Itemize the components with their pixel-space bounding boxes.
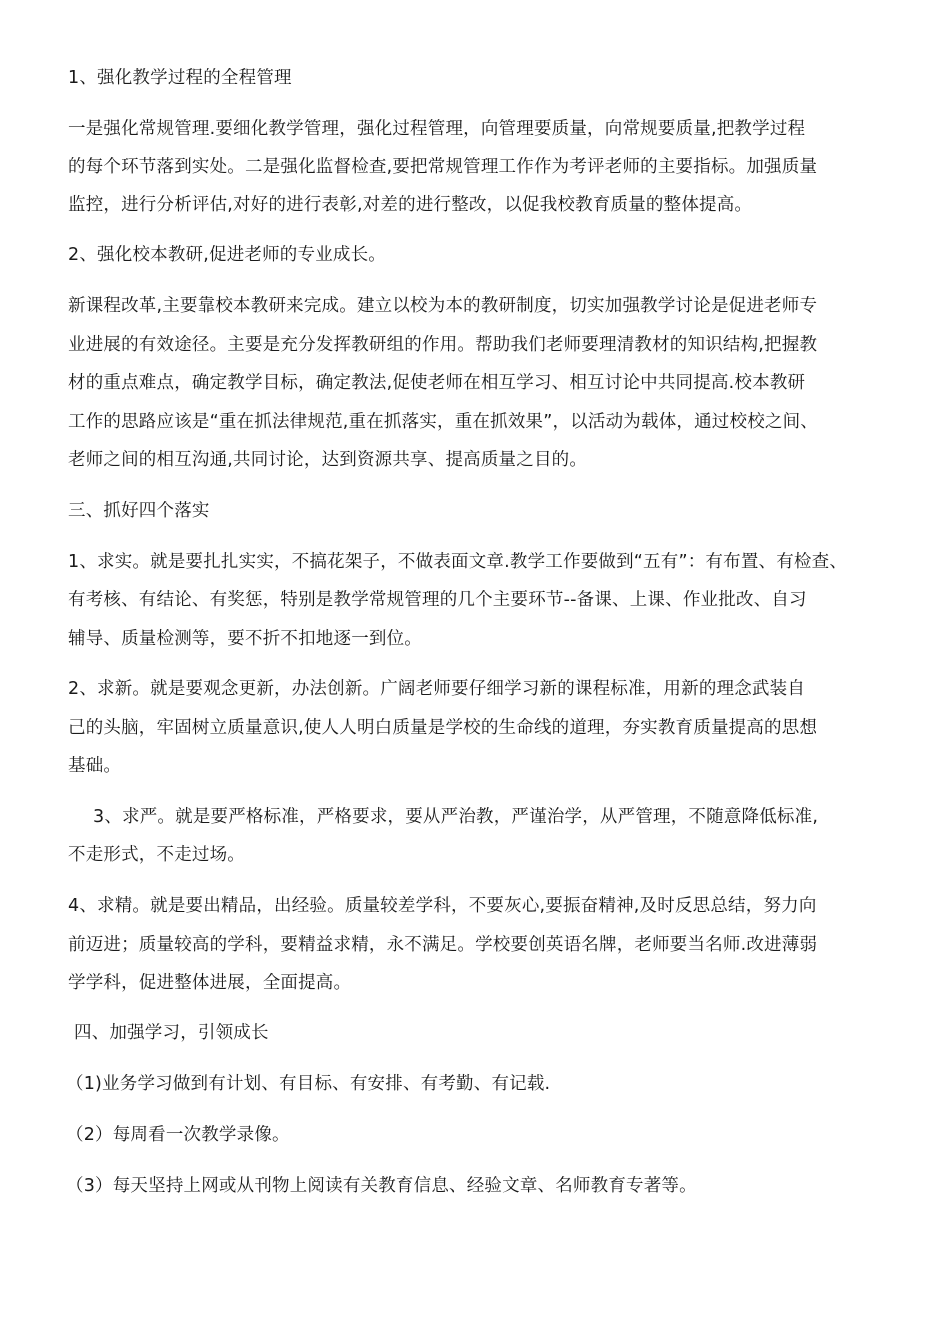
paragraph-line: 老师之间的相互沟通,共同讨论，达到资源共享、提高质量之目的。 bbox=[68, 450, 588, 470]
paragraph-line: 有考核、有结论、有奖惩，特别是教学常规管理的几个主要环节--备课、上课、作业批改、自习 bbox=[68, 590, 807, 610]
heading-2-school-research: 2、强化校本教研,促进老师的专业成长。 bbox=[68, 245, 386, 265]
paragraph-line: 基础。 bbox=[68, 756, 122, 776]
paragraph-line: 辅导、质量检测等，要不折不扣地逐一到位。 bbox=[68, 629, 422, 649]
paragraph-line: 一是强化常规管理.要细化教学管理，强化过程管理，向管理要质量，向常规要质量,把教学过程 bbox=[68, 119, 806, 139]
section-heading-three: 三、抓好四个落实 bbox=[68, 501, 210, 521]
heading-1-process-management: 1、强化教学过程的全程管理 bbox=[68, 68, 292, 88]
paragraph-line: 业进展的有效途径。主要是充分发挥教研组的作用。帮助我们老师要理清教材的知识结构,把握教 bbox=[68, 335, 818, 355]
paragraph-line: 工作的思路应该是“重在抓法律规范,重在抓落实，重在抓效果”，以活动为载体，通过校校之间、 bbox=[68, 412, 818, 432]
paragraph-line: 1、求实。就是要扎扎实实，不搞花架子，不做表面文章.教学工作要做到“五有”：有布置、有检查、 bbox=[68, 552, 848, 572]
paragraph-line: 材的重点难点，确定教学目标，确定教法,促使老师在相互学习、相互讨论中共同提高.校本教研 bbox=[68, 373, 806, 393]
paragraph-line: 3、求严。就是要严格标准，严格要求，要从严治教，严谨治学，从严管理，不随意降低标准, bbox=[93, 807, 819, 827]
paragraph-line: 监控，进行分析评估,对好的进行表彰,对差的进行整改，以促我校教育质量的整体提高。 bbox=[68, 195, 753, 215]
paragraph-line: 2、求新。就是要观念更新，办法创新。广阔老师要仔细学习新的课程标准，用新的理念武装自 bbox=[68, 679, 806, 699]
paragraph-line: 前迈进；质量较高的学科，要精益求精，永不满足。学校要创英语名牌，老师要当名师.改进薄弱 bbox=[68, 935, 818, 955]
paragraph-line: 的每个环节落到实处。二是强化监督检查,要把常规管理工作作为考评老师的主要指标。加强质量 bbox=[68, 157, 818, 177]
list-item: （1)业务学习做到有计划、有目标、有安排、有考勤、有记载. bbox=[66, 1074, 551, 1094]
section-heading-four: 四、加强学习，引领成长 bbox=[74, 1023, 269, 1043]
paragraph-line: 4、求精。就是要出精品，出经验。质量较差学科，不要灰心,要振奋精神,及时反思总结，努力向 bbox=[68, 896, 817, 916]
paragraph-line: 新课程改革,主要靠校本教研来完成。建立以校为本的教研制度，切实加强教学讨论是促进老师专 bbox=[68, 296, 818, 316]
paragraph-line: 己的头脑，牢固树立质量意识,使人人明白质量是学校的生命线的道理，夯实教育质量提高的思想 bbox=[68, 718, 818, 738]
paragraph-line: 不走形式，不走过场。 bbox=[68, 845, 245, 865]
paragraph-line: 学学科，促进整体进展，全面提高。 bbox=[68, 973, 352, 993]
list-item: （2）每周看一次教学录像。 bbox=[66, 1125, 290, 1145]
list-item: （3）每天坚持上网或从刊物上阅读有关教育信息、经验文章、名师教育专著等。 bbox=[66, 1176, 697, 1196]
